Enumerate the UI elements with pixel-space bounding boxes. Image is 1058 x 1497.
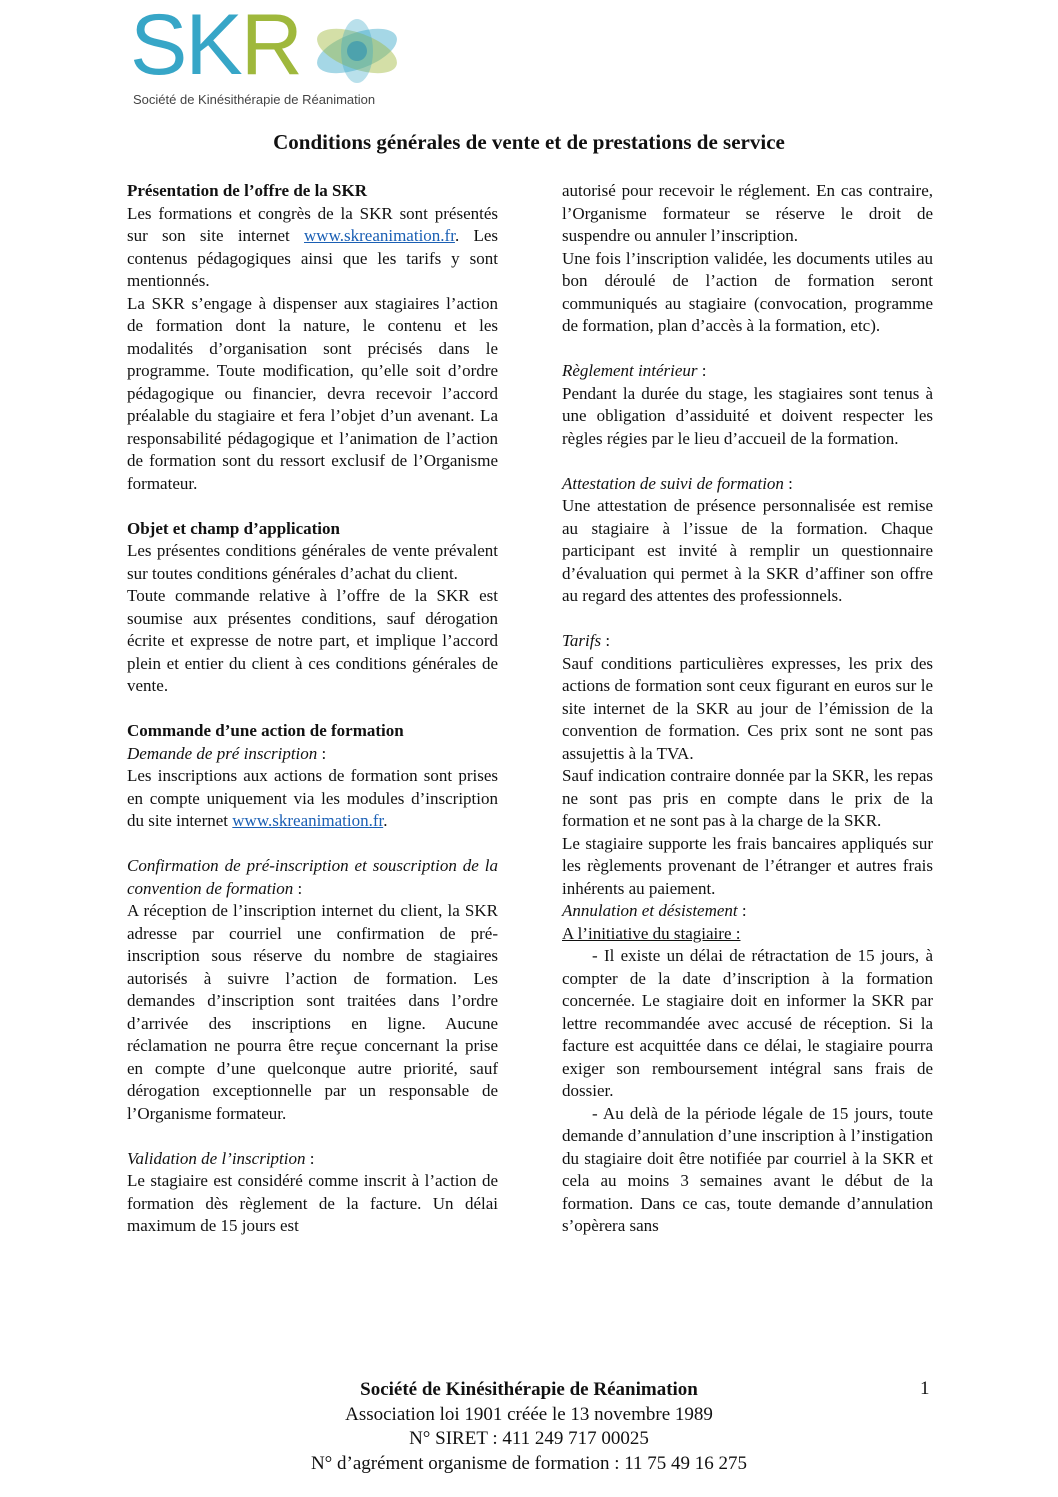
subheading-text: Attestation de suivi de formation — [562, 473, 784, 493]
paragraph-validation: Le stagiaire est considéré comme inscrit à l’action de formation dès règlement de la facture. Un délai maximum de 15 jours est — [127, 1171, 498, 1235]
text-span: Les inscriptions aux actions de formation sont prises en compte uniquement via les modules d’inscription du site internet — [127, 766, 498, 830]
paragraph-confirmation: A réception de l’inscription internet du client, la SKR adresse par courriel une confirmation de pré-inscription sous réserve du nombre de stagiaires autorisés à suivre l’action de formation. Les demandes d’inscription sont traitées dans l’ordre d’arrivée des inscriptions en ligne. Aucune réclamation ne pourra être reçue concernant la prise en compte d’une quelconque autre priorité, sauf dérogation exceptionnelle par un responsable de l’Organisme formateur. — [127, 901, 498, 1123]
logo-letter-s: S — [130, 0, 186, 93]
skr-logo — [130, 0, 400, 110]
website-link-2[interactable]: www.skreanimation.fr — [232, 811, 384, 830]
paragraph-presentation-1 — [127, 203, 498, 293]
section-heading-presentation: Présentation de l’offre de la SKR — [127, 181, 368, 200]
subheading-pre-inscription — [127, 743, 498, 766]
paragraph-objet-2: Toute commande relative à l’offre de la SKR est soumise aux présentes conditions, sauf dérogation écrite et expresse de notre part, et implique l’accord plein et entier du client à ces conditions générales de vente. — [127, 586, 498, 695]
subheading-text: Règlement intérieur — [562, 361, 698, 380]
subheading-validation — [127, 1148, 498, 1171]
text-span: . — [383, 811, 388, 830]
list-item-annulation: - Au delà de la période légale de 15 jours, toute demande d’annulation d’une inscription à l’instigation du stagiaire doit être notifiée par courriel à la SKR et cela au moins 3 semaines avant le début de la formation. Dans ce cas, toute demande d’annulation s’opèrera sans — [562, 1103, 933, 1235]
subheading-text: Validation de l’inscription — [127, 1148, 306, 1168]
subheading-suffix: : — [601, 631, 611, 650]
logo-letter-r: R — [240, 0, 301, 93]
website-link[interactable]: www.skreanimation.fr — [304, 226, 455, 245]
paragraph-reglement: Pendant la durée du stage, les stagiaires sont tenus à une obligation d’assiduité et doivent respecter les règles régies par le lieu d’accueil de la formation. — [562, 383, 933, 448]
logo-letter-k: K — [185, 0, 241, 93]
paragraph-commande-1 — [127, 765, 498, 833]
document-title: Conditions générales de vente et de prestations de service — [273, 130, 785, 154]
footer-association: Association loi 1901 créée le 13 novembre 1989 — [345, 1403, 713, 1425]
subheading-text: Confirmation de pré-inscription et souscription de la convention de formation — [127, 856, 498, 898]
footer-org-name: Société de Kinésithérapie de Réanimation — [360, 1379, 698, 1400]
subheading-confirmation — [127, 855, 498, 900]
section-heading-objet: Objet et champ d’application — [127, 518, 340, 538]
paragraph-inscription-validee: Une fois l’inscription validée, les documents utiles au bon déroulé de l’action de formation seront communiqués au stagiaire (convocation, programme de formation, plan d’accès à la formation, etc). — [562, 248, 933, 335]
paragraph-continuation: autorisé pour recevoir le réglement. En cas contraire, l’Organisme formateur se réserve le droit de suspendre ou annuler l’inscription. — [562, 181, 933, 245]
page-footer — [0, 1378, 1058, 1476]
subheading-annulation — [562, 900, 933, 923]
paragraph-tarifs-3: Le stagiaire supporte les frais bancaires appliqués sur les règlements provenant de l’étranger et autres frais inhérents au paiement. — [562, 833, 933, 898]
paragraph-tarifs-2: Sauf indication contraire donnée par la SKR, les repas ne sont pas pris en compte dans le prix de la formation et ne sont pas à la charge de la SKR. — [562, 766, 933, 830]
text-span: Les formations et congrès de la SKR sont présentés sur son site internet — [127, 203, 498, 245]
subheading-initiative-stagiaire: A l’initiative du stagiaire : — [562, 923, 741, 943]
paragraph-objet-1: Les présentes conditions générales de vente prévalent sur toutes conditions générales d’achat du client. — [127, 541, 498, 583]
subheading-text: Annulation et désistement — [562, 901, 738, 920]
paragraph-tarifs-1: Sauf conditions particulières expresses, les prix des actions de formation sont ceux figurant en euros sur le site internet de la SKR au jour de l’émission de la convention de formation. Ces prix sont ne sont pas assujettis à la TVA. — [562, 653, 933, 763]
footer-siret: N° SIRET : 411 249 717 00025 — [409, 1428, 649, 1449]
left-column — [127, 180, 498, 1238]
subheading-suffix: : — [305, 1148, 315, 1168]
subheading-text: Tarifs — [562, 631, 602, 650]
list-item-retractation: - Il existe un délai de rétractation de 15 jours, à compter de la date d’inscription à la formation concernée. Le stagiaire doit en informer la SKR par lettre recommandée avec accusé de réception. Si la facture est acquittée dans ce délai, le stagiaire pourra exiger son remboursement intégral sans frais de dossier. — [562, 946, 933, 1100]
logo-flower-icon — [305, 16, 405, 86]
subheading-reglement — [562, 360, 933, 383]
section-heading-commande: Commande d’une action de formation — [127, 721, 404, 740]
paragraph-attestation: Une attestation de présence personnalisée est remise au stagiaire à l’issue de la formation. Chaque participant est invité à remplir un questionnaire d’évaluation qui permet à la SKR d’affiner son offre au regard des attentes des professionnels. — [562, 496, 933, 605]
logo-wordmark — [130, 0, 301, 93]
subheading-tarifs — [562, 630, 933, 653]
subheading-attestation — [562, 473, 933, 496]
logo-subtitle: Société de Kinésithérapie de Réanimation — [133, 92, 376, 107]
page-number: 1 — [920, 1378, 930, 1399]
paragraph-presentation-2: La SKR s’engage à dispenser aux stagiaires l’action de formation dont la nature, le contenu et les modalités d’organisation sont précisés dans le programme. Toute modification, qu’elle soit d’ordre pédagogique ou financier, devra recevoir l’accord préalable du stagiaire et fera l’objet d’un avenant. La responsabilité pédagogique et l’animation de l’action de formation sont du ressort exclusif de l’Organisme formateur. — [127, 293, 498, 493]
subheading-suffix: : — [783, 473, 793, 493]
subheading-text: Demande de pré inscription — [127, 743, 318, 763]
right-column — [562, 180, 933, 1238]
subheading-suffix: : — [317, 743, 327, 763]
subheading-suffix: : — [293, 878, 303, 898]
footer-agrement: N° d’agrément organisme de formation : 11 75 49 16 275 — [310, 1452, 748, 1474]
subheading-suffix: : — [737, 901, 747, 920]
text-span: . Les contenus pédagogiques ainsi que les tarifs y sont mentionnés. — [127, 226, 499, 290]
subheading-suffix: : — [697, 361, 707, 380]
